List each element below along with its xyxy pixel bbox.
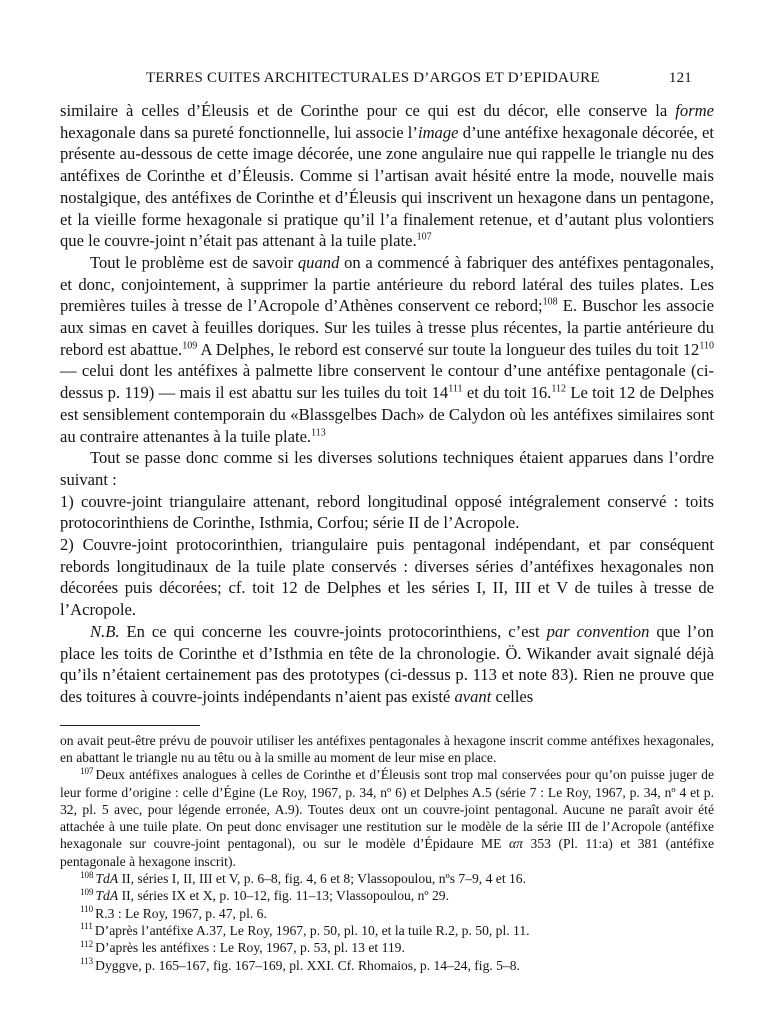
footnote-text: 353 (Pl. 11:a) et 381 (antéfixe pentagonale à hexagone inscrit). [60,836,714,869]
text-run: et du toit 16. [462,383,552,403]
text-run: A Delphes, le rebord est conservé sur toute la longueur des tuiles du toit 12 [197,339,700,359]
footnote-number: 111 [80,921,93,932]
list-item-1: 1) couvre-joint triangulaire attenant, rebord longitudinal opposé intégralement conservé : toits protocorinthiens de Corinthe, Isthmia, Corfou; série II de l’Acropole. [60,491,714,533]
paragraph-1 [60,100,714,252]
text-run: on a commencé à fabriquer des antéfixes pentagonales, et donc, conjointement, à supprimer la partie antérieure du rebord latéral des tuiles plates. Les premières tuiles à tresse de l’Acropole d’Athènes conservent ce rebord; [60,252,715,316]
italic-run: image [417,122,459,142]
page-number: 121 [668,70,692,86]
italic-run: forme [675,101,714,120]
note-ref-113[interactable]: 113 [311,427,326,439]
footnote-continuation: on avait peut-être prévu de pouvoir utiliser les antéfixes pentagonales à hexagone inscrit comme antéfixes hexagonales, en abattant le triangle nu au têtu ou à la smille au moment de leur mise en place. [60,732,714,765]
footnote-109 [60,887,714,904]
note-ref-107[interactable]: 107 [416,231,432,243]
note-ref-108[interactable]: 108 [542,296,558,308]
footnote-divider [60,725,200,726]
paragraph-3: Tout se passe donc comme si les diverses solutions techniques étaient apparues dans l’ordre suivant : [60,448,714,489]
text-run: E. Buschor les associe aux simas en cavet à feuilles doriques. Sur les tuiles à tresse plus récentes, la partie antérieure du rebord est abattue. [60,296,714,359]
footnote-107 [60,766,714,870]
paragraph-nb [60,621,714,708]
footnotes [60,732,714,974]
italic-run: TdA [95,888,119,904]
list-item-2: 2) Couvre-joint protocorinthien, triangulaire puis pentagonal indépendant, et par conséquent rebords longitudinaux de la tuile plate conservés : diverses séries d’antéfixes hexagonales non décorées puis décorées; cf. toit 12 de Delphes et les séries I, II, III et V de tuiles à tresse de l’Acropole. [60,535,714,620]
footnote-text: II, séries IX et X, p. 10–12, fig. 11–13; Vlassopoulou, nº 29. [118,888,449,904]
text-run: Le toit 12 de Delphes est sensiblement contemporain du «Blassgelbes Dach» de Calydon où les antéfixes similaires sont au contraire attenantes à la tuile plate. [60,383,714,446]
italic-run: quand [297,252,340,272]
text-run: En ce qui concerne les couvre-joints protocorinthiens, c’est [119,621,547,641]
main-text [60,100,714,708]
footnote-text: D’après les antéfixes : Le Roy, 1967, p. 53, pl. 13 et 119. [95,940,405,956]
footnote-111 [60,922,714,939]
footnote-text: Deux antéfixes analogues à celles de Corinthe et d’Éleusis sont trop mal conservées pour qu’on puisse juger de leur forme d’origine : celle d’Égine (Le Roy, 1967, p. 34, nº 6) et Delphes A.5 (série 7 : Le Roy, 1967, p. 34, nº 4 et p. 32, pl. 5 avec, pour légende erronée, A.9). Toutes deux ont un couvre-joint pentagonal. Aucune ne paraît avoir été attachée à une tuile plate. On peut donc envisager une restitution sur le modèle de la série III de l’Acropole (antéfixe hexagonale sur couvre-joint pentagonal), ou sur le modèle d’Épidaure ME [60,767,714,852]
footnote-108 [60,870,714,887]
italic-run: TdA [95,871,119,887]
footnote-number: 112 [80,938,94,949]
text-run: hexagonale dans sa pureté fonctionnelle, lui associe l’ [60,122,418,142]
note-ref-109[interactable]: 109 [182,340,198,352]
running-title: TERRES CUITES ARCHITECTURALES D’ARGOS ET D’EPIDAURE [146,70,600,86]
italic-run: par convention [546,621,650,641]
footnote-113 [60,957,714,974]
text-run: d’une antéfixe hexagonale décorée, et présente au-dessous de cette image décorée, une zone angulaire nue qui rappelle le triangle nu des antéfixes de Corinthe et d’Éleusis. Comme si l’artisan avait hésité entre la mode, nouvelle mais nostalgique, des antéfixes de Corinthe et d’Éleusis qui inscrivent un hexagone dans un pentagone, et la vieille forme hexagonale si pratique qu’il l’a finalement retenue, et d’autant plus volontiers que le couvre-joint n’était pas attenant à la tuile plate. [60,122,715,251]
footnote-text: R.3 : Le Roy, 1967, p. 47, pl. 6. [95,905,267,921]
italic-run: avant [454,686,492,706]
footnote-number: 110 [80,904,94,915]
running-head [60,70,714,100]
note-ref-110[interactable]: 110 [699,340,714,352]
footnote-110 [60,905,714,922]
footnote-number: 113 [80,956,94,967]
paragraph-2 [60,252,714,447]
text-run: similaire à celles d’Éleusis et de Corinthe pour ce qui est du décor, elle conserve la [60,101,676,120]
footnote-number: 107 [80,765,94,776]
footnote-number: 109 [80,886,94,897]
footnote-number: 108 [80,869,94,880]
text-run: que l’on place les toits de Corinthe et d’Isthmia en tête de la chronologie. Ö. Wikander avait signalé déjà qu’ils n’étaient certainement pas des prototypes (ci-dessus p. 113 et note 83). Rien ne prouve que des toitures à couvre-joints indépendants n’aient pas existé [60,621,714,706]
footnote-text: Dyggve, p. 165–167, fig. 167–169, pl. XXI. Cf. Rhomaios, p. 14–24, fig. 5–8. [95,957,520,973]
note-ref-111[interactable]: 111 [448,383,463,395]
footnote-112 [60,939,714,956]
text-run: — celui dont les antéfixes à palmette libre conservent le contour d’une antéfixe pentagonale (ci-dessus p. 119) — mais il est abattu sur les tuiles du toit 14 [60,361,714,403]
footnote-text: D’après l’antéfixe A.37, Le Roy, 1967, p. 50, pl. 10, et la tuile R.2, p. 50, pl. 11. [94,922,530,938]
footnote-text: II, séries I, II, III et V, p. 6–8, fig. 4, 6 et 8; Vlassopoulou, nºs 7–9, 4 et 16. [118,871,526,887]
italic-run: N.B. [90,621,120,641]
text-run: Tout le problème est de savoir [90,252,298,272]
text-run: celles [491,686,534,706]
italic-run: απ [509,836,523,852]
note-ref-112[interactable]: 112 [551,383,566,395]
